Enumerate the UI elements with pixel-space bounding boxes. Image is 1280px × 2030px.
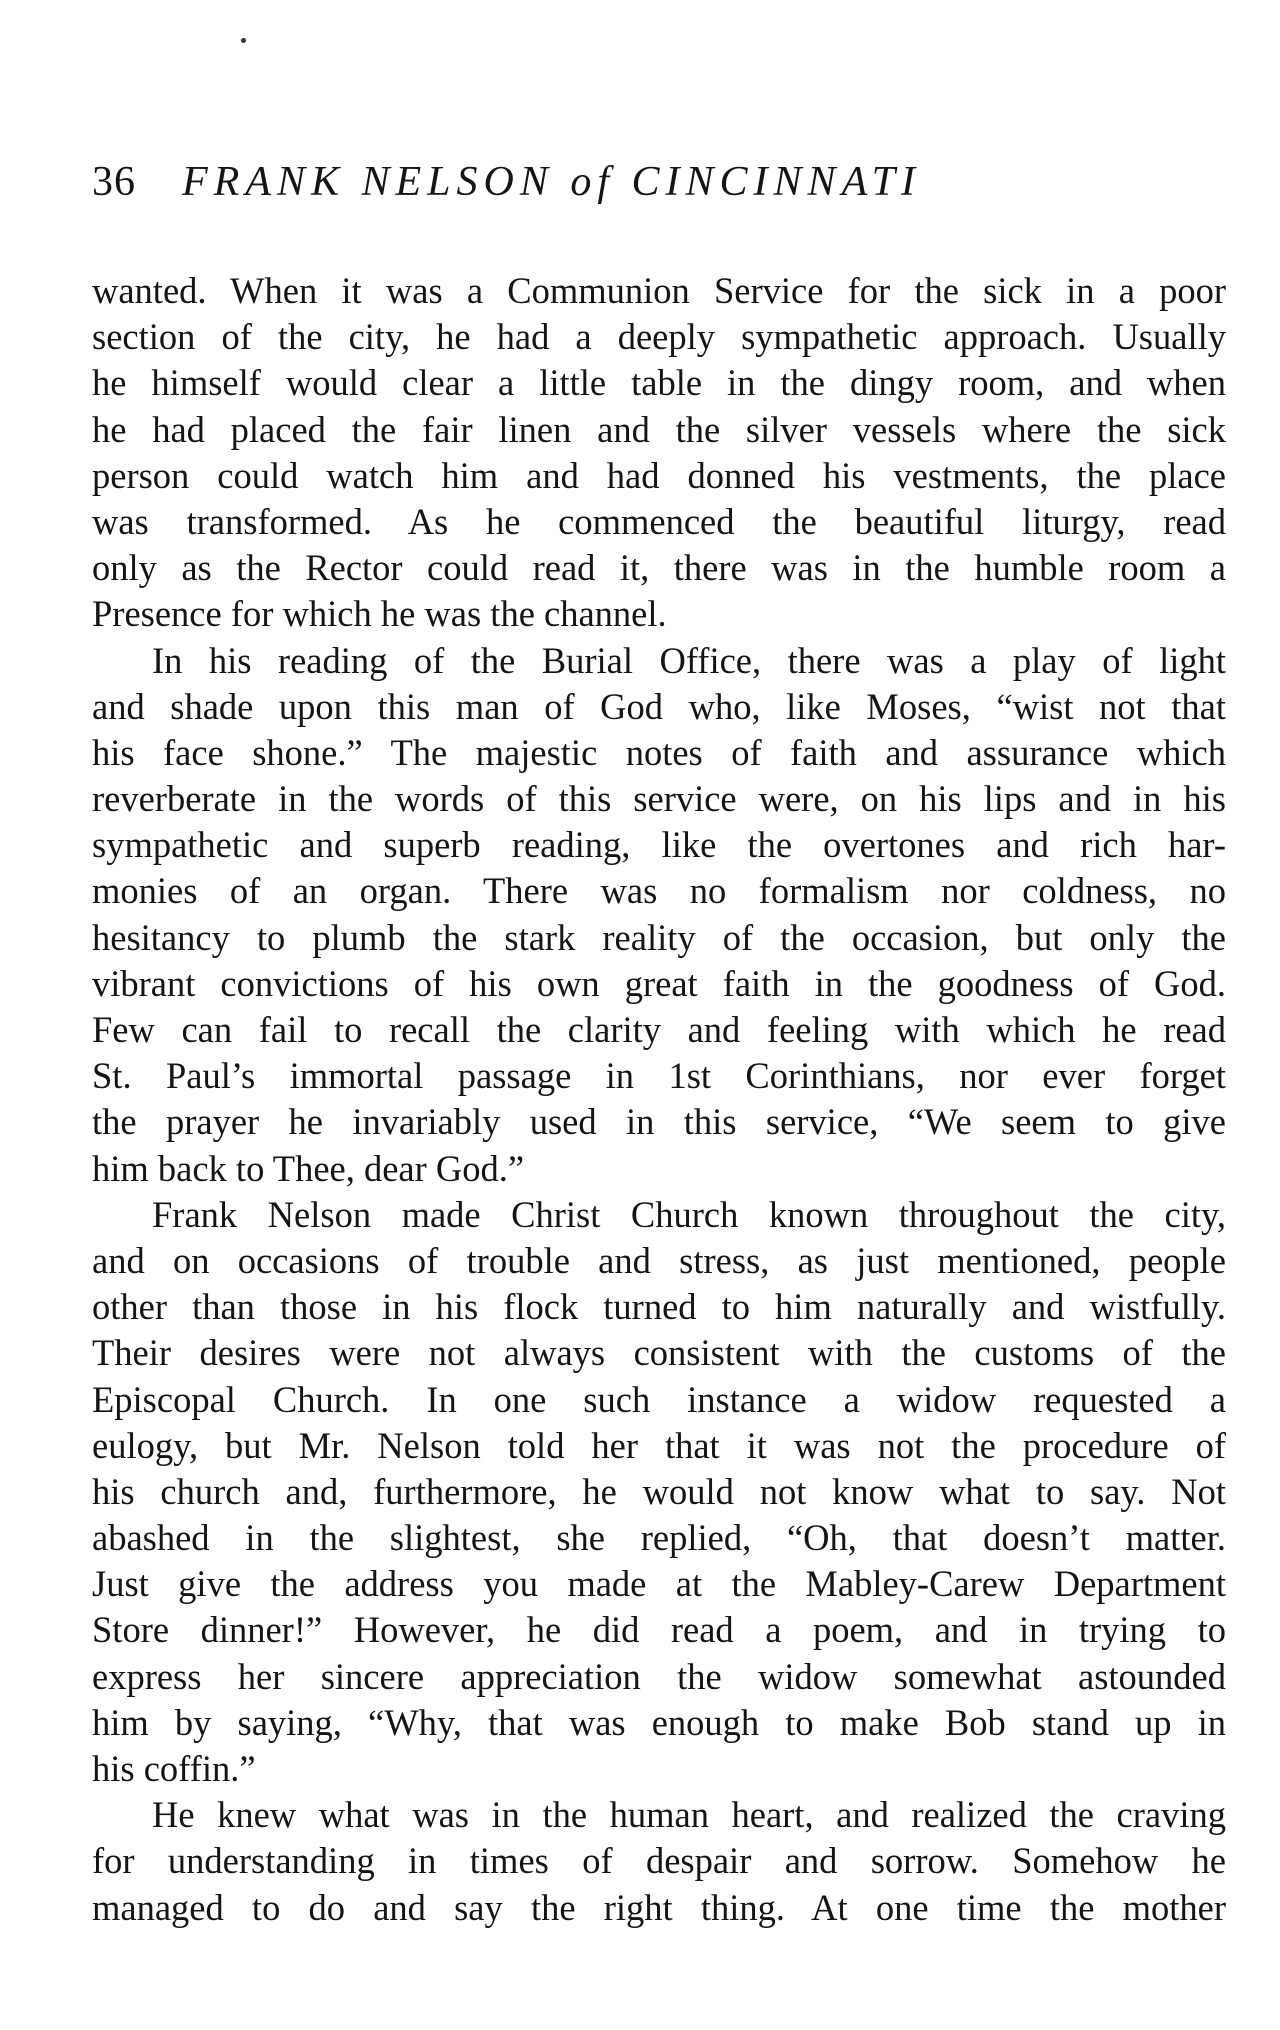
text-line: him back to Thee, dear God.” [92,1147,525,1189]
text-line: his face shone.” The majestic notes of faith and assurance which [92,731,1226,773]
text-line: Few can fail to recall the clarity and feeling with which he read [92,1009,1226,1050]
book-title: FRANK NELSON of CINCINNATI [182,159,922,205]
text-line: he himself would clear a little table in the dingy room, and when [92,362,1226,404]
text-line: Just give the address you made at the Mabley-Carew Department [92,1563,1226,1605]
running-head [92,158,1232,218]
text-line: monies of an organ. There was no formalism nor coldness, no [92,870,1226,912]
text-line: only as the Rector could read it, there was in the humble room a [92,547,1226,589]
paragraph-3 [92,1192,1226,1792]
text-line: In his reading of the Burial Office, there was a play of light [152,639,1226,681]
text-line: Store dinner!” However, he did read a poem, and in trying to [92,1609,1226,1651]
text-line: section of the city, he had a deeply sympathetic approach. Usually [92,316,1226,358]
text-line: was transformed. As he commenced the beautiful liturgy, read [92,500,1226,542]
text-line: Their desires were not always consistent with the customs of the [92,1332,1226,1374]
text-line: person could watch him and had donned his vestments, the place [92,454,1226,496]
text-line: sympathetic and superb reading, like the overtones and rich har- [92,824,1226,866]
text-line: eulogy, but Mr. Nelson told her that it was not the procedure of [92,1424,1226,1466]
text-line: and shade upon this man of God who, like Moses, “wist not that [92,685,1226,727]
text-line: St. Paul’s immortal passage in 1st Corinthians, nor ever forget [92,1055,1226,1097]
text-line: managed to do and say the right thing. At one time the mother [92,1886,1226,1928]
text-line: Frank Nelson made Christ Church known throughout the city, [152,1193,1226,1235]
text-line: for understanding in times of despair and sorrow. Somehow he [92,1840,1226,1882]
text-line: express her sincere appreciation the widow somewhat astounded [92,1655,1226,1697]
text-line: him by saying, “Why, that was enough to make Bob stand up in [92,1701,1226,1743]
text-line: reverberate in the words of this service were, on his lips and in his [92,778,1226,820]
text-line: the prayer he invariably used in this service, “We seem to give [92,1101,1226,1143]
text-line: hesitancy to plumb the stark reality of the occasion, but only the [92,916,1226,958]
paragraph-4 [92,1792,1226,1931]
text-line: Presence for which he was the channel. [92,593,667,635]
ink-speck [241,38,246,43]
text-line: abashed in the slightest, she replied, “Oh, that doesn’t matter. [92,1517,1226,1559]
text-line: Episcopal Church. In one such instance a widow requested a [92,1378,1226,1420]
paragraph-2 [92,638,1226,1192]
text-line: he had placed the fair linen and the silver vessels where the sick [92,408,1226,450]
text-line: and on occasions of trouble and stress, as just mentioned, people [92,1239,1226,1281]
text-line: his coffin.” [92,1748,256,1789]
text-line: vibrant convictions of his own great faith in the goodness of God. [92,962,1226,1004]
page-number: 36 [92,159,136,205]
text-line: wanted. When it was a Communion Service for the sick in a poor [92,270,1226,311]
paragraph-1 [92,268,1226,638]
text-line: other than those in his flock turned to him naturally and wistfully. [92,1286,1226,1328]
body-text [92,268,1226,1931]
text-line: He knew what was in the human heart, and realized the craving [152,1794,1226,1836]
text-line: his church and, furthermore, he would not know what to say. Not [92,1470,1226,1512]
